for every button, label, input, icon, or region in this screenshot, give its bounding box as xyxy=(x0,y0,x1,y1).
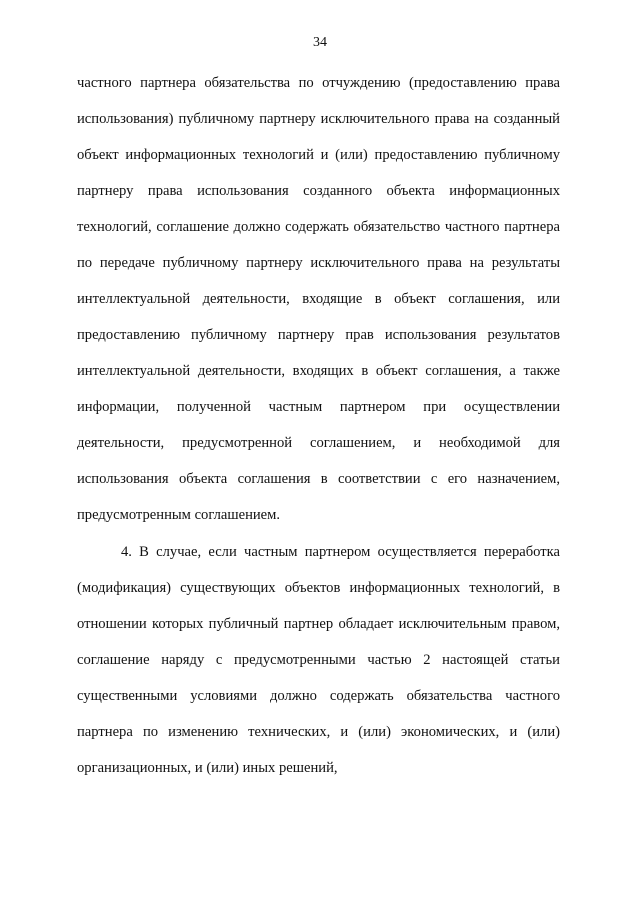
paragraph-continuation: частного партнера обязательства по отчуждению (предоставлению права использования) публичному партнеру исключительного права на созданный объект информационных технологий и (или) предоставлению публичному партнеру права использования созданного объекта информационных технологий, соглашение должно содержать обязательство частного партнера по передаче публичному партнеру исключительного права на результаты интеллектуальной деятельности, входящие в объект соглашения, или предоставлению публичному партнеру прав использования результатов интеллектуальной деятельности, входящих в объект соглашения, а также информации, полученной частным партнером при осуществлении деятельности, предусмотренной соглашением, и необходимой для использования объекта соглашения в соответствии с его назначением, предусмотренным соглашением. xyxy=(77,75,560,523)
page-number: 34 xyxy=(313,35,327,50)
paragraph-item-4: 4. В случае, если частным партнером осуществляется переработка (модификация) существующих объектов информационных технологий, в отношении которых публичный партнер обладает исключительным правом, соглашение наряду с предусмотренными частью 2 настоящей статьи существенными условиями должно содержать обязательства частного партнера по изменению технических, и (или) экономических, и (или) организационных, и (или) иных решений, xyxy=(77,544,560,776)
